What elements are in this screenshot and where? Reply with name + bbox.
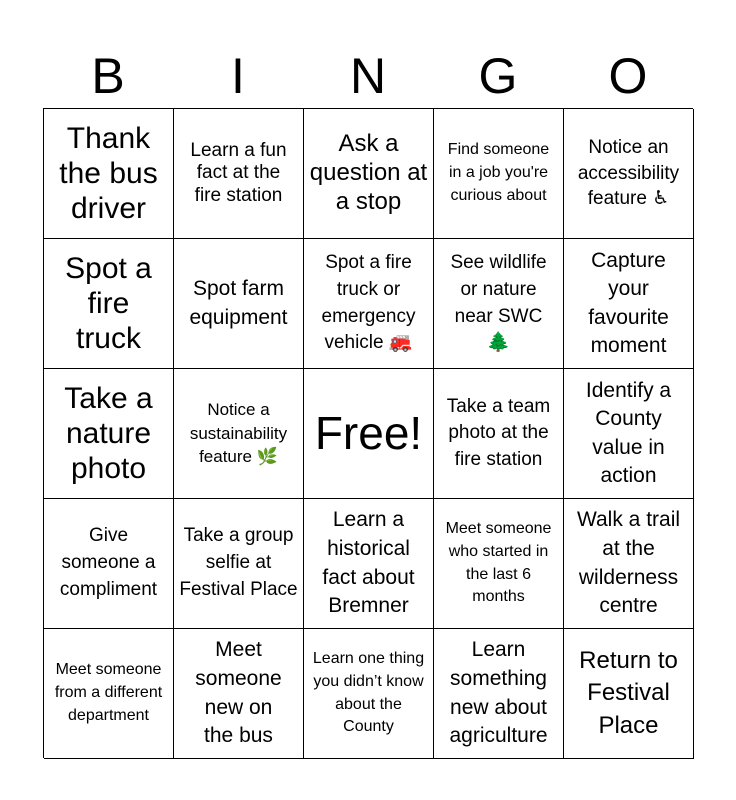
bingo-cell[interactable]	[174, 369, 304, 499]
bingo-cell[interactable]	[44, 369, 174, 499]
cell-text: Learn something new about agriculture	[449, 637, 548, 748]
bingo-cell[interactable]	[304, 629, 434, 759]
bingo-cell[interactable]	[564, 499, 694, 629]
cell-text: Give someone a compliment	[59, 525, 158, 600]
header-letter-g: G	[478, 48, 518, 104]
cell-text: Spot a fire truck	[65, 251, 152, 356]
bingo-cell[interactable]	[434, 239, 564, 369]
cell-text: Identify a County value in action	[585, 378, 672, 487]
cell-text: Meet someone new on the bus	[195, 637, 282, 748]
cell-text: Spot farm equipment	[189, 276, 288, 329]
bingo-cell[interactable]	[564, 109, 694, 239]
free-space[interactable]	[304, 369, 434, 499]
bingo-board	[43, 108, 693, 758]
header-letter-i: I	[231, 48, 245, 104]
bingo-cell[interactable]	[564, 369, 694, 499]
cell-text: See wildlife or nature near SWC 🌲	[450, 251, 547, 354]
cell-text: Learn a historical fact about Bremner	[322, 507, 415, 618]
cell-text: Thank the bus driver	[59, 121, 158, 226]
bingo-cell[interactable]	[174, 239, 304, 369]
bingo-cell[interactable]	[174, 629, 304, 759]
bingo-cell[interactable]	[304, 239, 434, 369]
cell-text: Learn a fun fact at the fire station	[190, 140, 287, 206]
bingo-cell[interactable]	[174, 109, 304, 239]
bingo-cell[interactable]	[564, 239, 694, 369]
bingo-cell[interactable]	[44, 109, 174, 239]
cell-text: Meet someone from a different department	[54, 661, 163, 724]
cell-text: Ask a question at a stop	[309, 130, 428, 215]
bingo-cell[interactable]	[304, 499, 434, 629]
header-letter-n: N	[349, 48, 387, 104]
cell-text: Spot a fire truck or emergency vehicle 🚒	[321, 251, 416, 354]
header-letter-b: B	[91, 48, 125, 104]
header-letter-o: O	[608, 48, 648, 104]
cell-text: Take a team photo at the fire station	[446, 396, 551, 470]
cell-text: Meet someone who started in the last 6 months	[445, 520, 552, 606]
cell-text: Notice a sustainability feature 🌿	[189, 400, 288, 467]
cell-text: Take a group selfie at Festival Place	[179, 525, 298, 600]
cell-text: Walk a trail at the wilderness centre	[576, 507, 681, 618]
bingo-cell[interactable]	[44, 629, 174, 759]
bingo-cell[interactable]	[174, 499, 304, 629]
cell-text: Return to Festival Place	[579, 646, 678, 739]
bingo-cell[interactable]	[434, 109, 564, 239]
cell-text: Notice an accessibility feature ♿	[577, 137, 680, 210]
bingo-cell[interactable]	[564, 629, 694, 759]
cell-text: Free!	[314, 406, 423, 459]
bingo-cell[interactable]	[434, 499, 564, 629]
bingo-cell[interactable]	[434, 369, 564, 499]
cell-text: Find someone in a job you're curious about	[447, 141, 550, 204]
cell-text: Learn one thing you didn’t know about the County	[312, 650, 425, 736]
bingo-header	[43, 48, 693, 104]
bingo-cell[interactable]	[44, 499, 174, 629]
bingo-cell[interactable]	[434, 629, 564, 759]
cell-text: Capture your favourite moment	[588, 248, 669, 357]
cell-text: Take a nature photo	[64, 381, 153, 486]
bingo-cell[interactable]	[304, 109, 434, 239]
bingo-cell[interactable]	[44, 239, 174, 369]
